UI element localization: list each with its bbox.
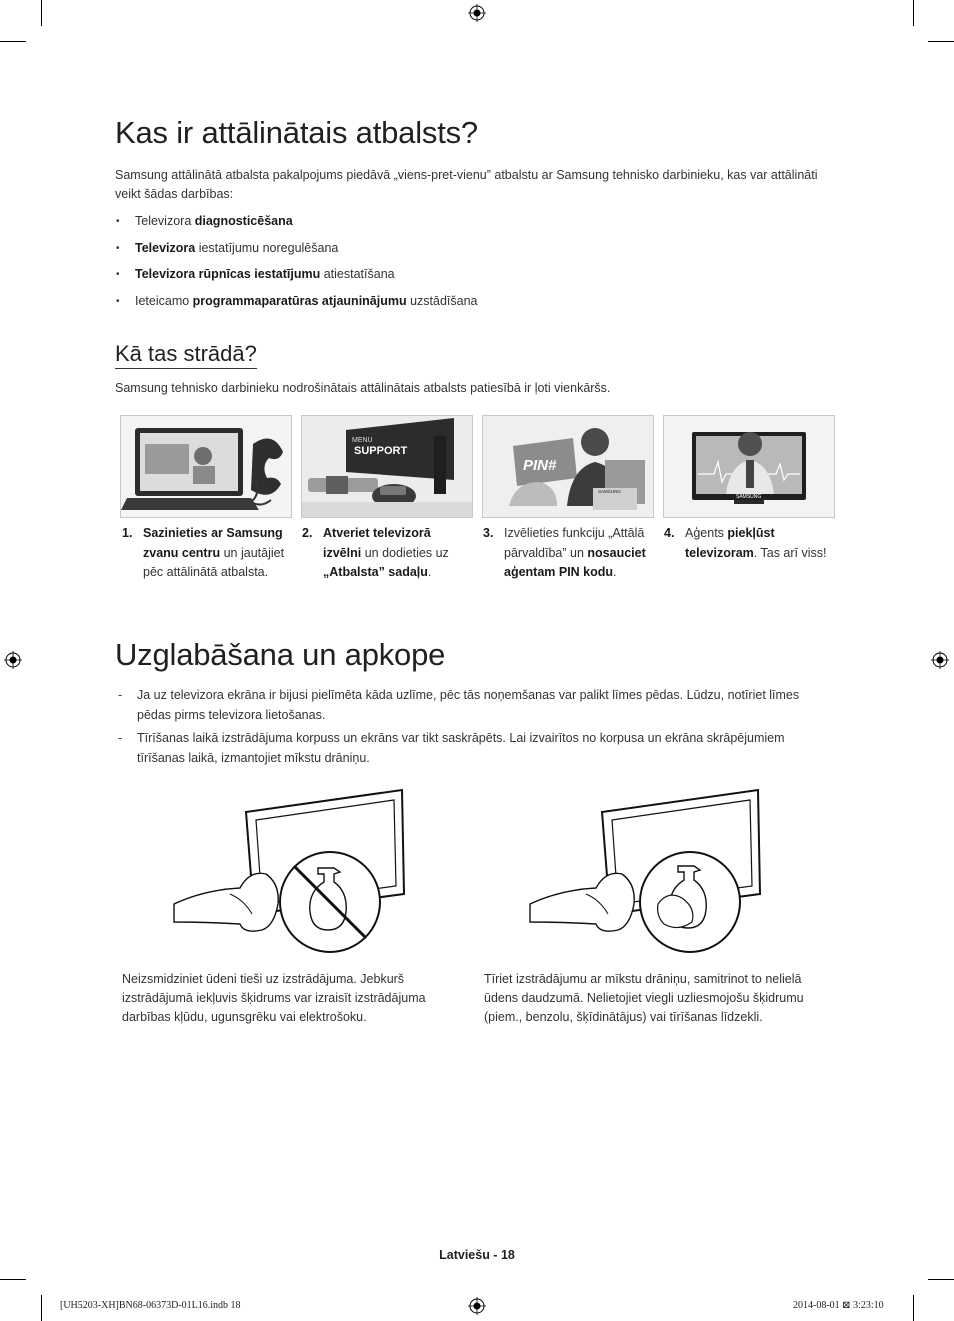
registration-mark-icon bbox=[4, 651, 22, 669]
caption-no-spray: Neizsmidziniet ūdeni tieši uz izstrādājuma. Jebkurš izstrādājumā iekļuvis šķidrums var izraisīt izstrādājuma darbības kļūdu, ugunsgrēku vai elektrošoku. bbox=[122, 972, 426, 1024]
menu-label: MENU bbox=[352, 437, 373, 444]
print-slug-file: [UH5203-XH]BN68-06373D-01L16.indb 18 bbox=[60, 1300, 241, 1311]
illustration-no-spray bbox=[170, 786, 410, 956]
registration-mark-icon bbox=[931, 651, 949, 669]
section-title-storage-maintenance: Uzglabāšana un apkope bbox=[115, 637, 446, 672]
samsung-label: SAMSUNG bbox=[598, 489, 621, 494]
print-slug-timestamp: 2014-08-01 ⊠ 3:23:10 bbox=[793, 1300, 884, 1311]
step-image-agent-tv bbox=[663, 415, 835, 518]
registration-mark-icon bbox=[468, 1297, 486, 1315]
list-item: • Televizora rūpnīcas iestatījumu atiestatīšana bbox=[116, 267, 816, 294]
step-image-support-menu bbox=[301, 415, 473, 518]
section-title-how-it-works: Kā tas strādā? bbox=[115, 341, 257, 369]
page-number: Latviešu - 18 bbox=[439, 1248, 515, 1262]
list-item: • Ieteicamo programmaparatūras atjauninājumu uzstādīšana bbox=[116, 294, 816, 321]
samsung-label: SAMSUNG bbox=[736, 494, 762, 500]
step-image-pin-agent bbox=[482, 415, 654, 518]
feature-list bbox=[116, 214, 816, 320]
section-intro: Samsung tehnisko darbinieku nodrošinātais attālinātais atbalsts patiesībā ir ļoti vienkāršs. bbox=[115, 381, 611, 395]
support-label: SUPPORT bbox=[354, 445, 408, 457]
list-item: • Televizora diagnosticēšana bbox=[116, 214, 816, 241]
illustration-soft-cloth bbox=[526, 786, 766, 956]
pin-label: PIN# bbox=[523, 457, 557, 474]
registration-mark-icon bbox=[468, 4, 486, 22]
step-image-call-center bbox=[120, 415, 292, 518]
list-item: • Televizora iestatījumu noregulēšana bbox=[116, 241, 816, 268]
caption-soft-cloth: Tīriet izstrādājumu ar mīkstu drāniņu, samitrinot to nelielā ūdens daudzumā. Nelietojiet viegli uzliesmojošu šķidrumu (piem., benzolu, šķīdinātājus) vai tīrīšanas līdzekli. bbox=[484, 972, 804, 1024]
section-intro: Samsung attālinātā atbalsta pakalpojums piedāvā „viens-pret-vienu” atbalstu ar Samsung tehnisko darbinieku, kas var attālināti veikt šādas darbības: bbox=[115, 168, 818, 201]
section-title-remote-support: Kas ir attālinātais atbalsts? bbox=[115, 115, 478, 150]
